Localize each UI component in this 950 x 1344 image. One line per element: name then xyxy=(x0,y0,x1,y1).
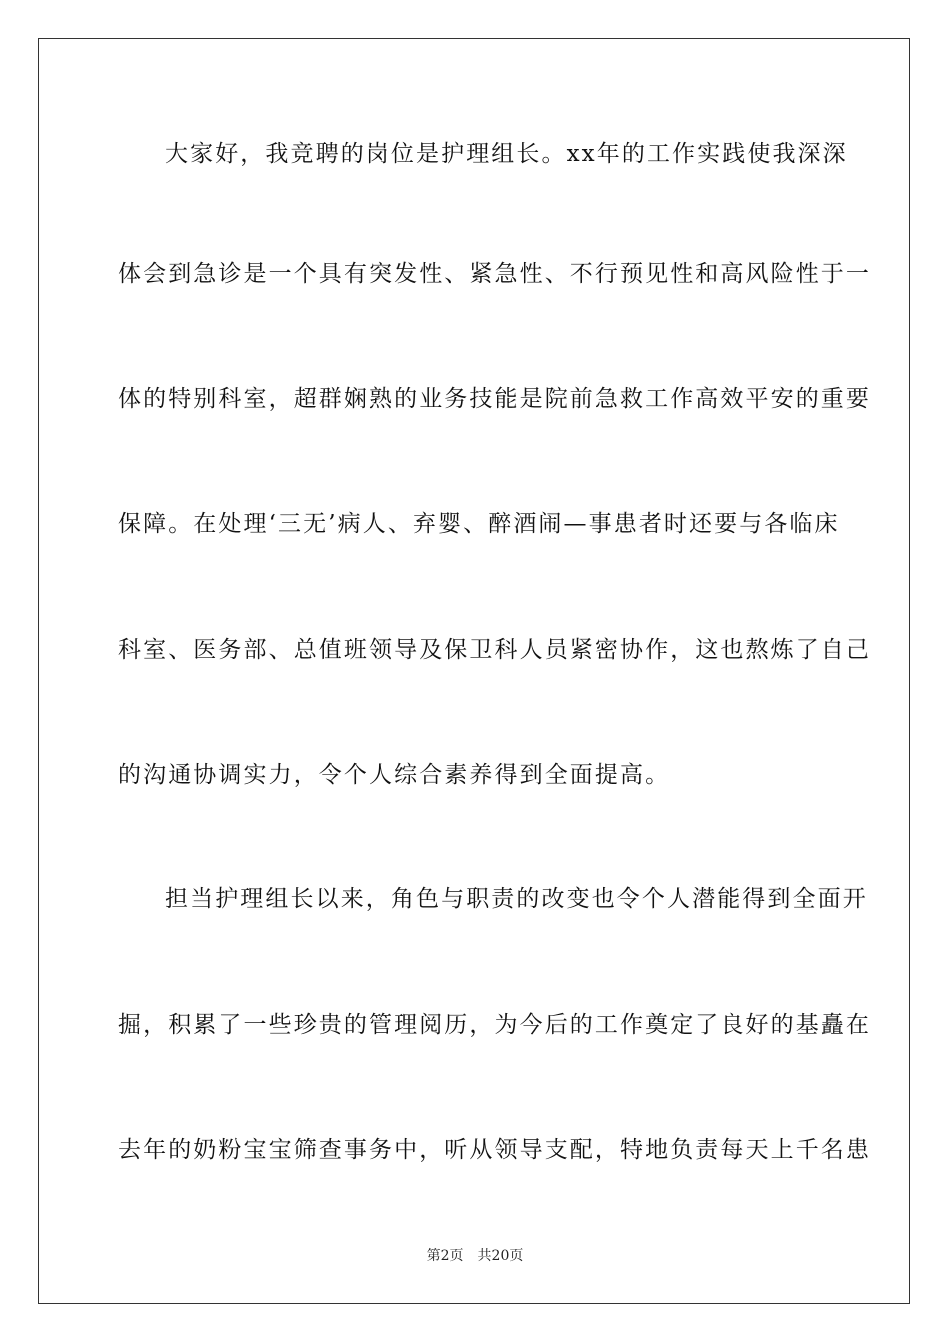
paragraph-line: 担当护理组长以来，角色与职责的改变也令个人潜能得到全面开 xyxy=(165,886,868,912)
paragraph-line: 去年的奶粉宝宝筛查事务中，听从领导支配，特地负责每天上千名患 xyxy=(118,1137,871,1163)
page-number: 第2页 xyxy=(426,1248,464,1264)
paragraph-line: 掘，积累了一些珍贵的管理阅历，为今后的工作奠定了良好的基矗在 xyxy=(118,1012,871,1038)
page-footer xyxy=(0,1247,950,1265)
paragraph-line: 体会到急诊是一个具有突发性、紧急性、不行预见性和高风险性于一 xyxy=(118,261,871,287)
paragraph-line: 保障。在处理‘三无’病人、弃婴、醉酒闹—事患者时还要与各临床 xyxy=(118,511,840,537)
paragraph-line: 体的特别科室，超群娴熟的业务技能是院前急救工作高效平安的重要 xyxy=(118,386,871,412)
page-total: 共20页 xyxy=(477,1248,524,1264)
paragraph-line: 大家好，我竞聘的岗位是护理组长。xx年的工作实践使我深深 xyxy=(165,141,848,167)
paragraph-line: 科室、医务部、总值班领导及保卫科人员紧密协作，这也熬炼了自己 xyxy=(118,637,871,663)
paragraph-line: 的沟通协调实力，令个人综合素养得到全面提高。 xyxy=(118,762,671,788)
page-border xyxy=(38,38,910,1304)
